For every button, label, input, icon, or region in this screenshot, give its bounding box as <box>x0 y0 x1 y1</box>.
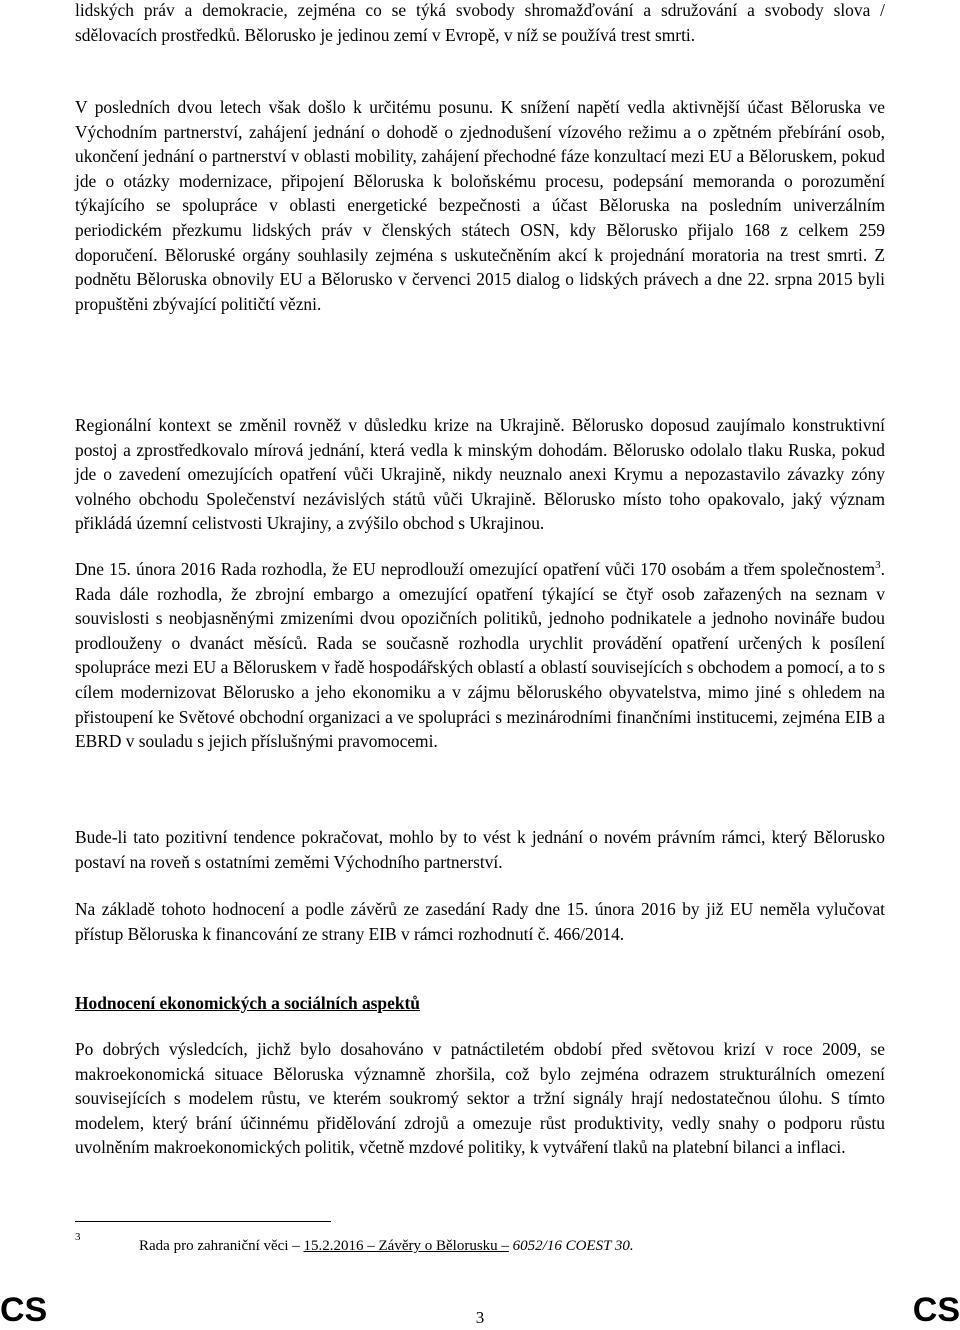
footnote-text-underlined: 15.2.2016 – Závěry o Bělorusku – <box>303 1238 509 1254</box>
page-number: 3 <box>475 1308 485 1327</box>
paragraph-recent-progress: V posledních dvou letech však došlo k určitému posunu. K snížení napětí vedla aktivnější účast Běloruska ve Východním partnerství, zahájení jednání o dohodě o zjednodušení vízového režimu a o zpětném přebírání osob, ukončení jednání o partnerství v oblasti mobility, zahájení přechodné fáze konzultací mezi EU a Běloruskem, pokud jde o otázky modernizace, připojení Běloruska k boloňskému procesu, podepsání memoranda o porozumění týkajícího se spolupráce v oblasti energetické bezpečnosti a účast Běloruska na posledním univerzálním periodickém přezkumu lidských práv v členských státech OSN, kdy Bělorusko přijalo 168 z celkem 259 doporučení. Běloruské orgány souhlasily zejména s uskutečněním akcí k projednání moratoria na trest smrti. Z podnětu Běloruska obnovily EU a Bělorusko v červenci 2015 dialog o lidských právech a dne 22. srpna 2015 byli propuštěni zbývající političtí vězni. <box>75 97 885 314</box>
footnote-mark: 3 <box>75 1231 81 1243</box>
section-heading-economic-social: Hodnocení ekonomických a sociálních aspektů <box>75 993 420 1013</box>
paragraph-council-decision-part1: Dne 15. února 2016 Rada rozhodla, že EU neprodlouží omezující opatření vůči 170 osobám a třem společnostem <box>75 559 876 579</box>
paragraph-economic-situation: Po dobrých výsledcích, jichž bylo dosahováno v patnáctiletém období před světovou krizí v roce 2009, se makroekonomická situace Běloruska významně zhoršila, což bylo zejména odrazem strukturálních omezení souvisejících s modelem růstu, ve kterém soukromý sektor a tržní signály hrají nedostatečnou úlohu. S tímto modelem, který brání účinnému přidělování zdrojů a omezuje růst produktivity, vedly snahy o podporu růstu uvolněním makroekonomických politik, včetně mzdové politiky, k vytváření tlaků na platební bilanci a inflaci. <box>75 1039 885 1158</box>
paragraph-council-decision-part2: . Rada dále rozhodla, že zbrojní embargo a omezující opatření týkající se čtyř osob zařazených na seznam v souvislosti s neobjasněnými zmizeními dvou opozičních politiků, jednoho podnikatele a jednoho novináře budou prodlouženy o dvanáct měsíců. Rada se současně rozhodla urychlit provádění opatření určených k posílení spolupráce mezi EU a Běloruskem v řadě hospodářských oblastí a oblastí souvisejících s obchodem a pomocí, a to s cílem modernizovat Bělorusko a jeho ekonomiku a v zájmu běloruského obyvatelstva, mimo jiné s ohledem na přistoupení ke Světové obchodní organizaci a ve spolupráci s mezinárodními finančními institucemi, zejména EIB a EBRD v souladu s jejich příslušnými pravomocemi. <box>75 559 885 752</box>
paragraph-council-decision <box>75 557 885 754</box>
footnote-separator <box>75 1221 331 1222</box>
footnote-text-plain: Rada pro zahraniční věci – <box>139 1238 304 1254</box>
footnote-reference[interactable]: 3 <box>875 559 881 572</box>
footnote-text-italic: 6052/16 COEST 30. <box>508 1238 634 1254</box>
paragraph-eib-financing: Na základě tohoto hodnocení a podle závěrů ze zasedání Rady dne 15. února 2016 by již EU neměla vylučovat přístup Běloruska k financování ze strany EIB v rámci rozhodnutí č. 466/2014. <box>75 899 885 944</box>
paragraph-human-rights: lidských práv a demokracie, zejména co se týká svobody shromažďování a sdružování a svobody slova / sdělovacích prostředků. Bělorusko je jedinou zemí v Evropě, v níž se používá trest smrti. <box>75 0 885 45</box>
footnote-text <box>139 1236 634 1256</box>
language-code-right: CS <box>912 1291 960 1329</box>
paragraph-regional-context: Regionální kontext se změnil rovněž v důsledku krize na Ukrajině. Bělorusko doposud zaujímalo konstruktivní postoj a zprostředkovalo mírová jednání, která vedla k minským dohodám. Bělorusko odolalo tlaku Ruska, pokud jde o zavedení omezujících opatření vůči Ukrajině, nikdy neuznalo anexi Krymu a nepozastavilo závazky zóny volného obchodu Společenství nezávislých států vůči Ukrajině. Bělorusko místo toho opakovalo, jaký význam přikládá územní celistvosti Ukrajiny, a zvýšilo obchod s Ukrajinou. <box>75 415 885 534</box>
paragraph-positive-trend: Bude-li tato pozitivní tendence pokračovat, mohlo by to vést k jednání o novém právním rámci, který Bělorusko postaví na roveň s ostatními zeměmi Východního partnerství. <box>75 827 885 872</box>
language-code-left: CS <box>0 1291 48 1329</box>
